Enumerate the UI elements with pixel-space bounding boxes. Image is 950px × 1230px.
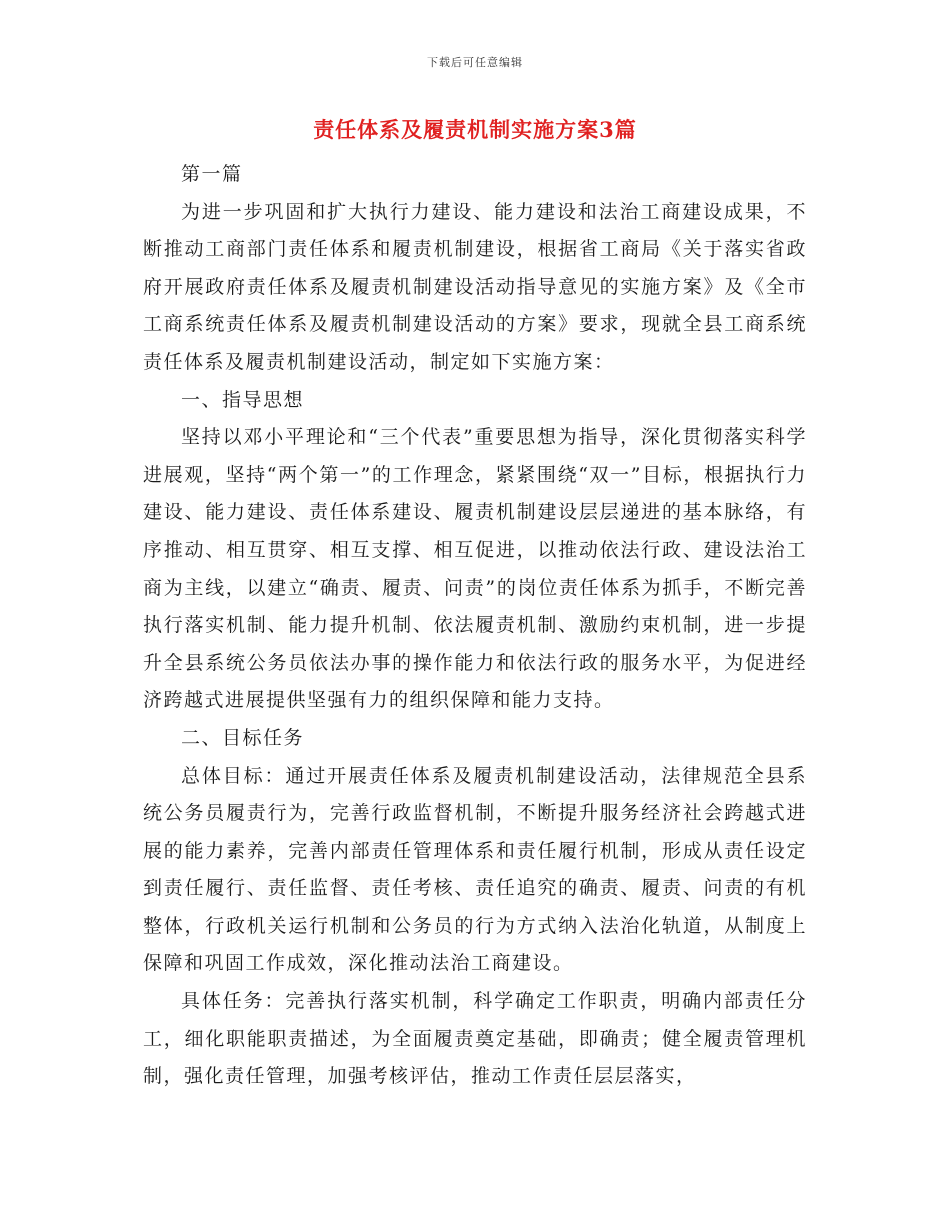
page-header-note: 下载后可任意编辑 xyxy=(427,56,523,69)
document-body xyxy=(143,156,807,1096)
section-heading-guiding-ideology: 一、指导思想 xyxy=(181,388,305,411)
paragraph-intro: 为进一步巩固和扩大执行力建设、能力建设和法治工商建设成果，不断推动工商部门责任体系和履责机制建设，根据省工商局《关于落实省政府开展政府责任体系及履责机制建设活动指导意见的实施方案》及《全市工商系统责任体系及履责机制建设活动的方案》要求，现就全县工商系统责任体系及履责机制建设活动，制定如下实施方案： xyxy=(143,200,807,373)
paragraph-overall-goal: 总体目标：通过开展责任体系及履责机制建设活动，法律规范全县系统公务员履责行为，完善行政监督机制，不断提升服务经济社会跨越式进展的能力素养，完善内部责任管理体系和责任履行机制，形成从责任设定到责任履行、责任监督、责任考核、责任追究的确责、履责、问责的有机整体，行政机关运行机制和公务员的行为方式纳入法治化轨道，从制度上保障和巩固工作成效，深化推动法治工商建设。 xyxy=(143,764,807,975)
paragraph-specific-tasks: 具体任务：完善执行落实机制，科学确定工作职责，明确内部责任分工，细化职能职责描述，为全面履责奠定基础，即确责；健全履责管理机制，强化责任管理，加强考核评估，推动工作责任层层落实， xyxy=(143,990,807,1088)
document-title: 责任体系及履责机制实施方案3篇 xyxy=(313,117,637,142)
paragraph-guiding-ideology: 坚持以邓小平理论和“三个代表”重要思想为指导，深化贯彻落实科学进展观，坚持“两个第一”的工作理念，紧紧围绕“双一”目标，根据执行力建设、能力建设、责任体系建设、履责机制建设层层递进的基本脉络，有序推动、相互贯穿、相互支撑、相互促进，以推动依法行政、建设法治工商为主线，以建立“确责、履责、问责”的岗位责任体系为抓手，不断完善执行落实机制、能力提升机制、依法履责机制、激励约束机制，进一步提升全县系统公务员依法办事的操作能力和依法行政的服务水平，为促进经济跨越式进展提供坚强有力的组织保障和能力支持。 xyxy=(143,426,807,712)
section-heading-objectives: 二、目标任务 xyxy=(181,726,305,749)
section-heading-part-one: 第一篇 xyxy=(181,163,243,185)
